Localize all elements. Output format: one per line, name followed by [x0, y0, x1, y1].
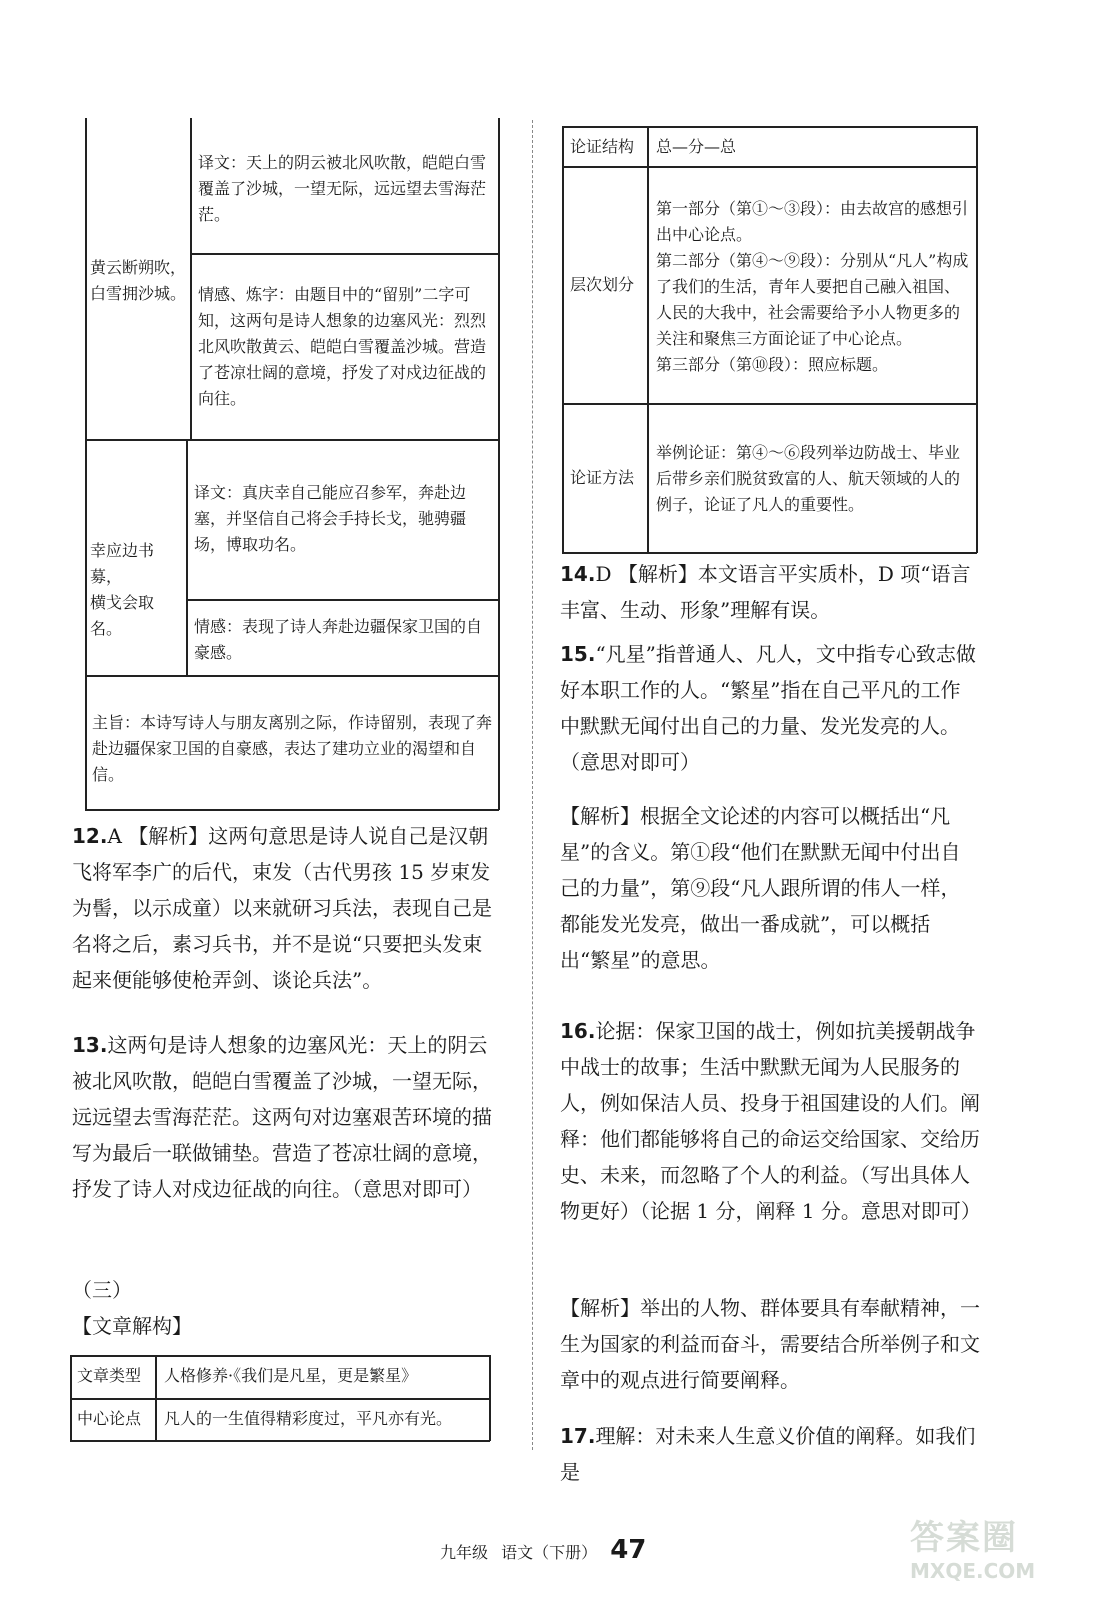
footer-subject: 语文（下册）	[501, 1543, 598, 1562]
answer-12	[72, 818, 500, 998]
row1-emotion: 情感、炼字：由题目中的“留别”二字可知，这两句是诗人想象的边塞风光：烈烈北风吹散黄云、皑皑白雪覆盖沙城。营造了苍凉壮阔的意境，抒发了对戍边征战的向往。	[198, 285, 487, 408]
answer-17-text: 理解：对未来人生意义价值的阐释。如我们是	[560, 1424, 976, 1484]
page-footer	[440, 1535, 646, 1565]
central-thesis-label: 中心论点	[77, 1409, 142, 1428]
small-table-col	[155, 1355, 157, 1441]
answer-14	[560, 556, 980, 628]
answer-13-number: 13.	[72, 1033, 108, 1057]
answer-13-text: 这两句是诗人想象的边塞风光：天上的阴云被北风吹散，皑皑白雪覆盖了沙城，一望无际，远远望去雪海茫茫。这两句对边塞艰苦环境的描写为最后一联做铺垫。营造了苍凉壮阔的意境，抒发了诗人对戍边征战的向往。（意思对即可）	[72, 1033, 492, 1201]
table-inner-row-divider-2	[186, 599, 499, 601]
answer-15-text: “凡星”指普通人、凡人，文中指专心致志做好本职工作的人。“繁星”指在自己平凡的工作中默默无闻付出自己的力量、发光发亮的人。（意思对即可）	[560, 642, 976, 774]
answer-15-number: 15.	[560, 642, 596, 666]
small-table-bottom	[70, 1440, 490, 1442]
right-table-bottom	[562, 552, 977, 554]
table-border-bottom	[85, 809, 499, 811]
structure-heading: 【文章解构】	[72, 1314, 192, 1338]
answer-12-number: 12.	[72, 824, 108, 848]
right-table-right	[976, 126, 978, 553]
row2-poem-label: 幸应边书募， 横戈会取名。	[90, 541, 155, 638]
right-table-col	[647, 126, 649, 553]
levels-value: 第一部分（第①～③段）：由去故宫的感想引出中心论点。 第二部分（第④～⑨段）：分别从“凡人”构成了我们的生活，青年人要把自己融入祖国、人民的大我中，社会需要给予小人物更多的关注和聚焦三方面论证了中心论点。 第三部分（第⑩段）：照应标题。	[656, 199, 969, 374]
answer-15	[560, 636, 980, 780]
answer-12-text: A 【解析】这两句意思是诗人说自己是汉朝飞将军李广的后代，束发（古代男孩 15 岁束发为髻，以示成童）以来就研习兵法，表现自己是名将之后，素习兵书，并不是说“只要把头发束起来便能够使枪弄剑、谈论兵法”。	[72, 824, 492, 992]
row2-emotion: 情感：表现了诗人奔赴边疆保家卫国的自豪感。	[194, 617, 483, 662]
answer-14-text: D 【解析】本文语言平实质朴，D 项“语言丰富、生动、形象”理解有误。	[560, 562, 971, 622]
article-type-label: 文章类型	[77, 1366, 142, 1385]
page-number: 47	[610, 1535, 647, 1565]
table-row-divider-2	[85, 675, 499, 677]
argument-method-value: 举例论证：第④～⑥段列举边防战士、毕业后带乡亲们脱贫致富的人、航天领域的人的例子，论证了凡人的重要性。	[656, 443, 961, 514]
footer-grade: 九年级	[440, 1543, 489, 1562]
answer-16-analysis: 【解析】举出的人物、群体要具有奉献精神，一生为国家的利益而奋斗，需要结合所举例子和文章中的观点进行简要阐释。	[560, 1296, 980, 1392]
answer-17-number: 17.	[560, 1424, 596, 1448]
right-table-row-2	[562, 403, 977, 405]
small-table-top	[70, 1355, 490, 1357]
section-three-label: （三）	[72, 1278, 132, 1302]
right-table-left	[562, 126, 564, 553]
row1-translation: 译文：天上的阴云被北风吹散，皑皑白雪覆盖了沙城，一望无际，远远望去雪海茫茫。	[198, 153, 487, 224]
levels-label: 层次划分	[570, 275, 635, 294]
table-border-right	[498, 118, 500, 810]
argument-structure-label: 论证结构	[570, 137, 635, 156]
answer-14-number: 14.	[560, 562, 596, 586]
table-col-divider-1	[190, 118, 192, 439]
argument-method-label: 论证方法	[570, 468, 635, 487]
answer-17	[560, 1418, 980, 1490]
watermark-url: MXQE.COM	[910, 1559, 1036, 1583]
watermark-logo	[910, 1510, 1070, 1590]
right-table-row-1	[562, 166, 977, 168]
answer-15-analysis: 【解析】根据全文论述的内容可以概括出“凡星”的含义。第①段“他们在默默无闻中付出自己的力量”，第⑨段“凡人跟所谓的伟人一样，都能发光发亮，做出一番成就”，可以概括出“繁星”的意思。	[560, 804, 961, 972]
table-col-divider-2	[186, 439, 188, 675]
table-border-left	[85, 118, 87, 810]
row2-translation: 译文：真庆幸自己能应召参军，奔赴边塞，并坚信自己将会手持长戈，驰骋疆场，博取功名。	[194, 483, 467, 554]
table-inner-row-divider-1	[190, 253, 499, 255]
poem-theme: 主旨：本诗写诗人与朋友离别之际，作诗留别，表现了奔赴边疆保家卫国的自豪感，表达了建功立业的渴望和自信。	[92, 713, 493, 784]
small-table-left	[70, 1355, 72, 1441]
column-divider	[532, 120, 533, 1450]
central-thesis-value: 凡人的一生值得精彩度过，平凡亦有光。	[164, 1409, 453, 1428]
right-table-top	[562, 126, 977, 128]
article-type-value: 人格修养·《我们是凡星，更是繁星》	[164, 1366, 418, 1385]
answer-16	[560, 1013, 980, 1229]
small-table-middle	[70, 1398, 490, 1400]
argument-structure-value: 总—分—总	[656, 137, 737, 156]
answer-13	[72, 1027, 500, 1207]
row1-poem-label: 黄云断朔吹， 白雪拥沙城。	[90, 258, 187, 303]
answer-16-number: 16.	[560, 1019, 596, 1043]
small-table-right	[489, 1355, 491, 1441]
watermark-title: 答案圈	[910, 1518, 1018, 1558]
answer-16-text: 论据：保家卫国的战士，例如抗美援朝战争中战士的故事；生活中默默无闻为人民服务的人，例如保洁人员、投身于祖国建设的人们。阐释：他们都能够将自己的命运交给国家、交给历史、未来，而忽略了个人的利益。（写出具体人物更好）（论据 1 分，阐释 1 分。意思对即可）	[560, 1019, 981, 1223]
table-row-divider-1	[85, 439, 499, 441]
